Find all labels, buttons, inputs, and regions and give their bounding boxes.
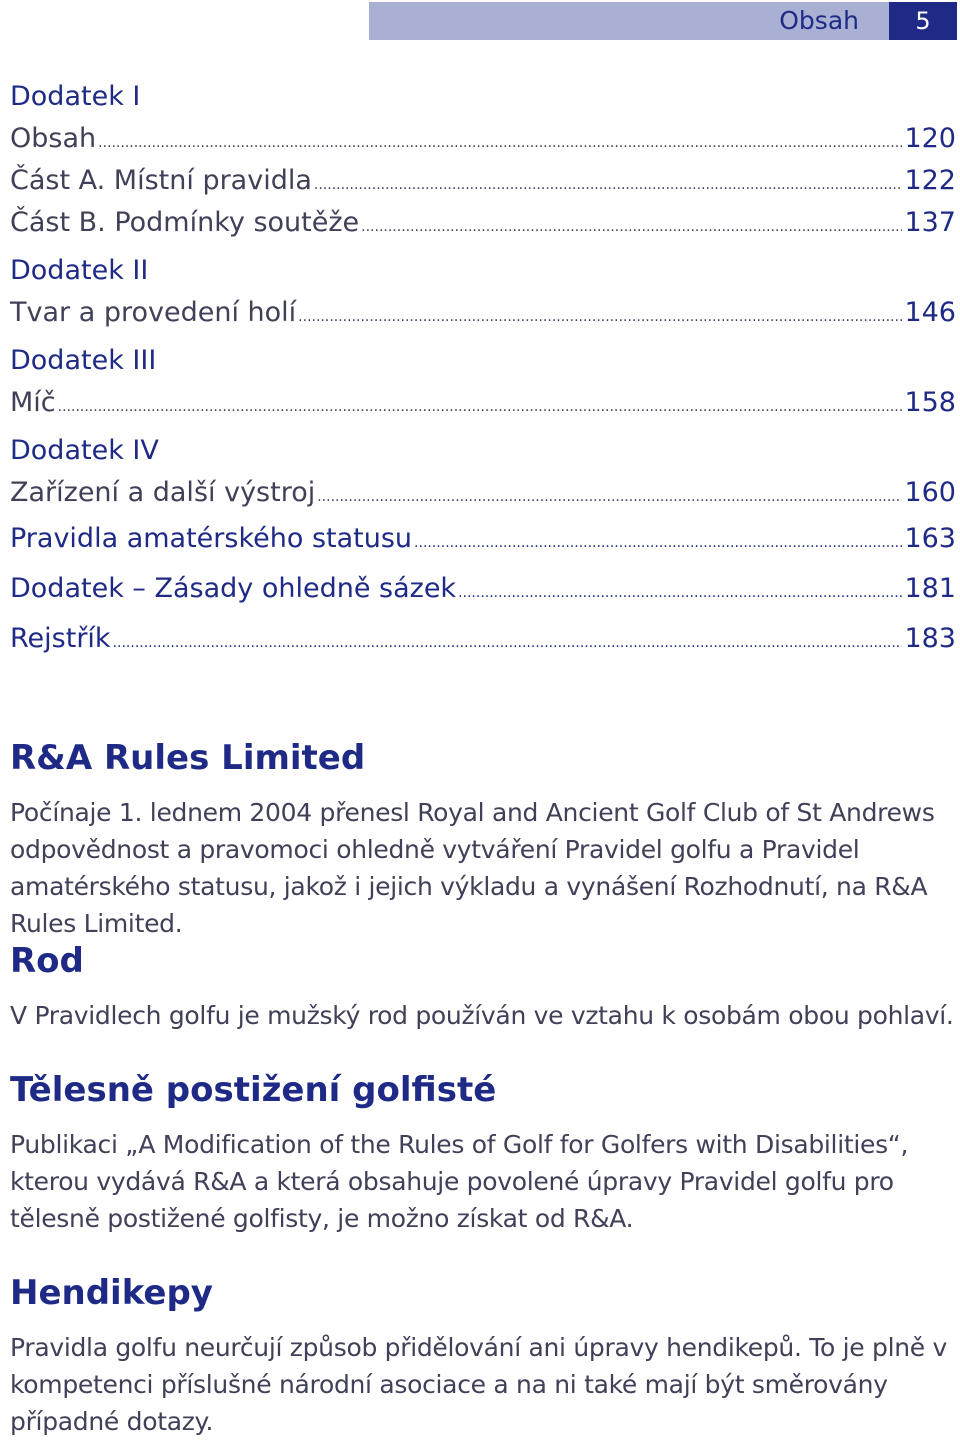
toc-entry[interactable]: [10, 472, 956, 514]
toc-leader-dots: [414, 514, 902, 568]
toc-entry-label: Zařízení a další výstroj: [10, 477, 316, 508]
section-disabled-golfers: [10, 1068, 956, 1237]
section-title: Rod: [10, 941, 84, 981]
toc-entry-label: Část A. Místní pravidla: [10, 165, 312, 196]
toc-entry-label: Pravidla amatérského statusu: [10, 523, 413, 554]
section-title: R&A Rules Limited: [10, 738, 366, 778]
toc-heading: Dodatek IV: [10, 435, 159, 466]
section-title: Tělesně postižení golfisté: [10, 1070, 497, 1110]
toc-entry[interactable]: [10, 202, 956, 244]
toc-heading: Dodatek III: [10, 345, 157, 376]
running-header-title: Obsah: [779, 6, 859, 35]
toc-entry-label: Dodatek – Zásady ohledně sázek: [10, 573, 457, 604]
toc-entry-label: Obsah: [10, 123, 97, 154]
toc-leader-dots: [458, 564, 902, 618]
toc-entry-page: 146: [904, 297, 956, 328]
section-text: Počínaje 1. lednem 2004 přenesl Royal and Ancient Golf Club of St Andrews odpovědnost a pravomoci ohledně vytváření Pravidel golfu a Pravidel amatérského statusu, jakož i jejich výkladu a vynášení Rozhodnutí, na R&A Rules Limited.: [10, 798, 935, 938]
toc-entry-page: 160: [904, 477, 956, 508]
toc-entry[interactable]: [10, 160, 956, 202]
toc-leader-dots: [314, 160, 903, 206]
toc-leader-dots: [361, 202, 902, 248]
page-number: 5: [889, 2, 957, 40]
toc-entry-label: Tvar a provedení holí: [10, 297, 297, 328]
toc-heading: Dodatek I: [10, 81, 141, 112]
toc-entry-page: 163: [904, 523, 956, 554]
toc-entry-label: Míč: [10, 387, 56, 418]
section-text: Pravidla golfu neurčují způsob přidělování ani úpravy hendikepů. To je plně v kompetenci příslušné národní asociace a na ni také mají být směrovány případné dotazy.: [10, 1333, 947, 1436]
section-title: Hendikepy: [10, 1273, 213, 1313]
toc-leader-dots: [113, 614, 903, 668]
toc-entry-page: 181: [904, 573, 956, 604]
header-bar: [369, 2, 889, 40]
section-text: Publikaci „A Modification of the Rules of Golf for Golfers with Disabilities“, kterou vydává R&A a která obsahuje povolené úpravy Pravidel golfu pro tělesně postižené golfisty, je možno získat od R&A.: [10, 1130, 909, 1233]
toc-leader-dots: [58, 382, 903, 428]
section-ra-rules: [10, 736, 956, 942]
toc-entry-page: 122: [904, 165, 956, 196]
section-handicaps: [10, 1271, 956, 1440]
toc-leader-dots: [298, 292, 902, 338]
toc-entry-label: Část B. Podmínky soutěže: [10, 207, 360, 238]
toc-entry[interactable]: [10, 382, 956, 424]
toc-entry-page: 120: [904, 123, 956, 154]
toc-leader-dots: [98, 118, 902, 164]
toc-entry[interactable]: [10, 292, 956, 334]
table-of-contents: [10, 76, 956, 664]
toc-entry-page: 183: [904, 623, 956, 654]
toc-entry[interactable]: [10, 118, 956, 160]
section-text: V Pravidlech golfu je mužský rod používán ve vztahu k osobám obou pohlaví.: [10, 1001, 954, 1030]
toc-entry-label: Rejstřík: [10, 623, 111, 654]
toc-entry[interactable]: [10, 614, 956, 664]
toc-leader-dots: [317, 472, 902, 518]
toc-heading: Dodatek II: [10, 255, 149, 286]
toc-entry-page: 137: [904, 207, 956, 238]
section-gender: [10, 939, 956, 1034]
toc-entry[interactable]: [10, 514, 956, 564]
toc-entry[interactable]: [10, 564, 956, 614]
toc-entry-page: 158: [904, 387, 956, 418]
